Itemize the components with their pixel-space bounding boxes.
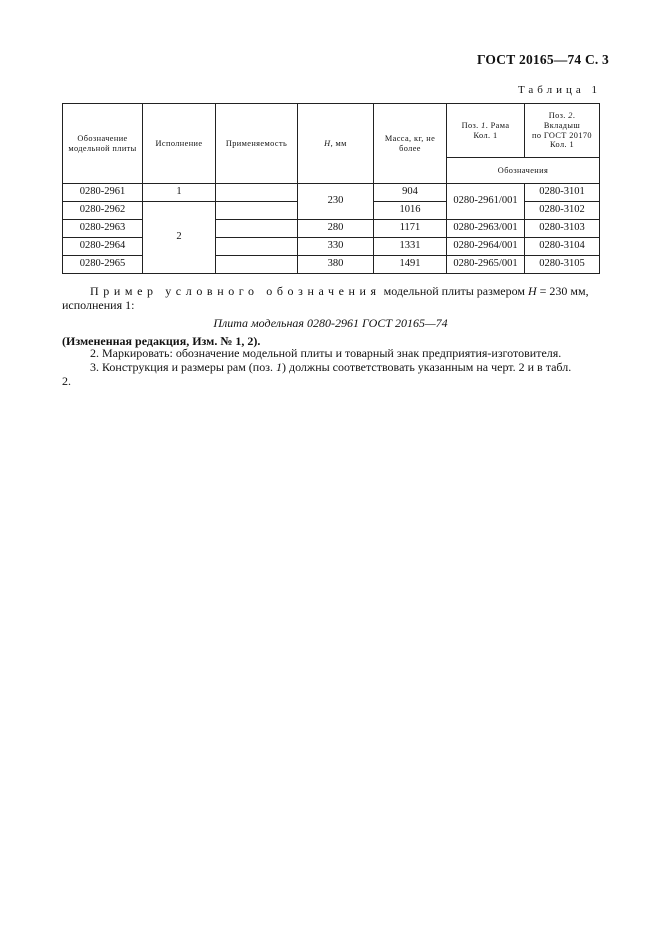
- example-text-a: модельной плиты размером: [380, 284, 528, 298]
- paragraph-2-text: 2. Маркировать: обозначение модельной плиты и товарный знак предприятия-изготовителя.: [90, 346, 562, 360]
- cell-designation: 0280-2962: [63, 202, 143, 220]
- paragraph-3-a: 3. Конструкция и размеры рам (поз.: [90, 360, 276, 374]
- cell-mass: 904: [374, 184, 447, 202]
- col-designation: Обозначение модельной плиты: [63, 104, 143, 184]
- cell-insert: 0280-3103: [525, 220, 600, 238]
- cell-applicability: [216, 184, 298, 202]
- cell-h: 280: [298, 220, 374, 238]
- pos2-b: 2: [568, 111, 573, 121]
- cell-applicability: [216, 256, 298, 274]
- cell-insert: 0280-3105: [525, 256, 600, 274]
- cell-mass: 1171: [374, 220, 447, 238]
- page-header: ГОСТ 20165—74 С. 3: [476, 52, 609, 67]
- cell-insert: 0280-3101: [525, 184, 600, 202]
- cell-mass: 1331: [374, 238, 447, 256]
- pos2-d: Вкладыш: [543, 120, 581, 130]
- cell-version: 1: [143, 184, 216, 202]
- cell-frame: 0280-2964/001: [447, 238, 525, 256]
- col-mass: Масса, кг, не более: [374, 104, 447, 184]
- cell-h: 230: [298, 184, 374, 220]
- col-version: Исполнение: [143, 104, 216, 184]
- paragraph-3-c: ) должны соответствовать указанным на черт. 2 и в табл. 2.: [62, 360, 572, 388]
- example-h-symbol: H: [527, 284, 537, 298]
- cell-mass: 1016: [374, 202, 447, 220]
- cell-designation: 0280-2965: [63, 256, 143, 274]
- example-label: Пример условного обозначения: [90, 284, 381, 298]
- table-caption: Таблица 1: [517, 84, 601, 96]
- cell-h: 380: [298, 256, 374, 274]
- pos1-d: Кол. 1: [473, 130, 498, 140]
- cell-insert: 0280-3104: [525, 238, 600, 256]
- designation-formula: Плита модельная 0280-2961 ГОСТ 20165—74: [213, 316, 448, 330]
- cell-frame: 0280-2965/001: [447, 256, 525, 274]
- h-unit: , мм: [330, 138, 347, 148]
- pos1-a: Поз.: [461, 120, 482, 130]
- paragraph-3-pos: 1: [275, 360, 282, 374]
- example-paragraph: [62, 285, 600, 312]
- cell-version: 2: [143, 202, 216, 274]
- cell-designation: 0280-2961: [63, 184, 143, 202]
- example-text-b: = 230 мм,: [536, 284, 589, 298]
- col-h-mm: [298, 104, 374, 184]
- cell-mass: 1491: [374, 256, 447, 274]
- cell-insert: 0280-3102: [525, 202, 600, 220]
- h-symbol: H: [324, 138, 331, 148]
- cell-applicability: [216, 202, 298, 220]
- example-text-c: исполнения 1:: [62, 297, 135, 312]
- pos2-c: .: [572, 111, 576, 121]
- pos1-c: . Рама: [485, 120, 510, 130]
- pos2-e: по ГОСТ 20170: [532, 130, 592, 140]
- pos2-f: Кол. 1: [550, 140, 574, 150]
- data-table: [62, 103, 600, 274]
- paragraph-3: [62, 361, 582, 388]
- col-applicability: Применяемость: [216, 104, 298, 184]
- cell-designation: 0280-2964: [63, 238, 143, 256]
- col-designations: Обозначения: [447, 158, 600, 184]
- cell-frame: 0280-2963/001: [447, 220, 525, 238]
- col-pos2: [525, 104, 600, 158]
- col-pos1: [447, 104, 525, 158]
- cell-h: 330: [298, 238, 374, 256]
- cell-applicability: [216, 238, 298, 256]
- edition-note: (Измененная редакция, Изм. № 1, 2).: [62, 334, 261, 348]
- pos1-b: 1: [481, 120, 486, 130]
- pos2-a: Поз.: [548, 111, 569, 121]
- table-row: [63, 184, 600, 202]
- cell-applicability: [216, 220, 298, 238]
- paragraph-2: [62, 347, 582, 361]
- cell-designation: 0280-2963: [63, 220, 143, 238]
- cell-frame: 0280-2961/001: [447, 184, 525, 220]
